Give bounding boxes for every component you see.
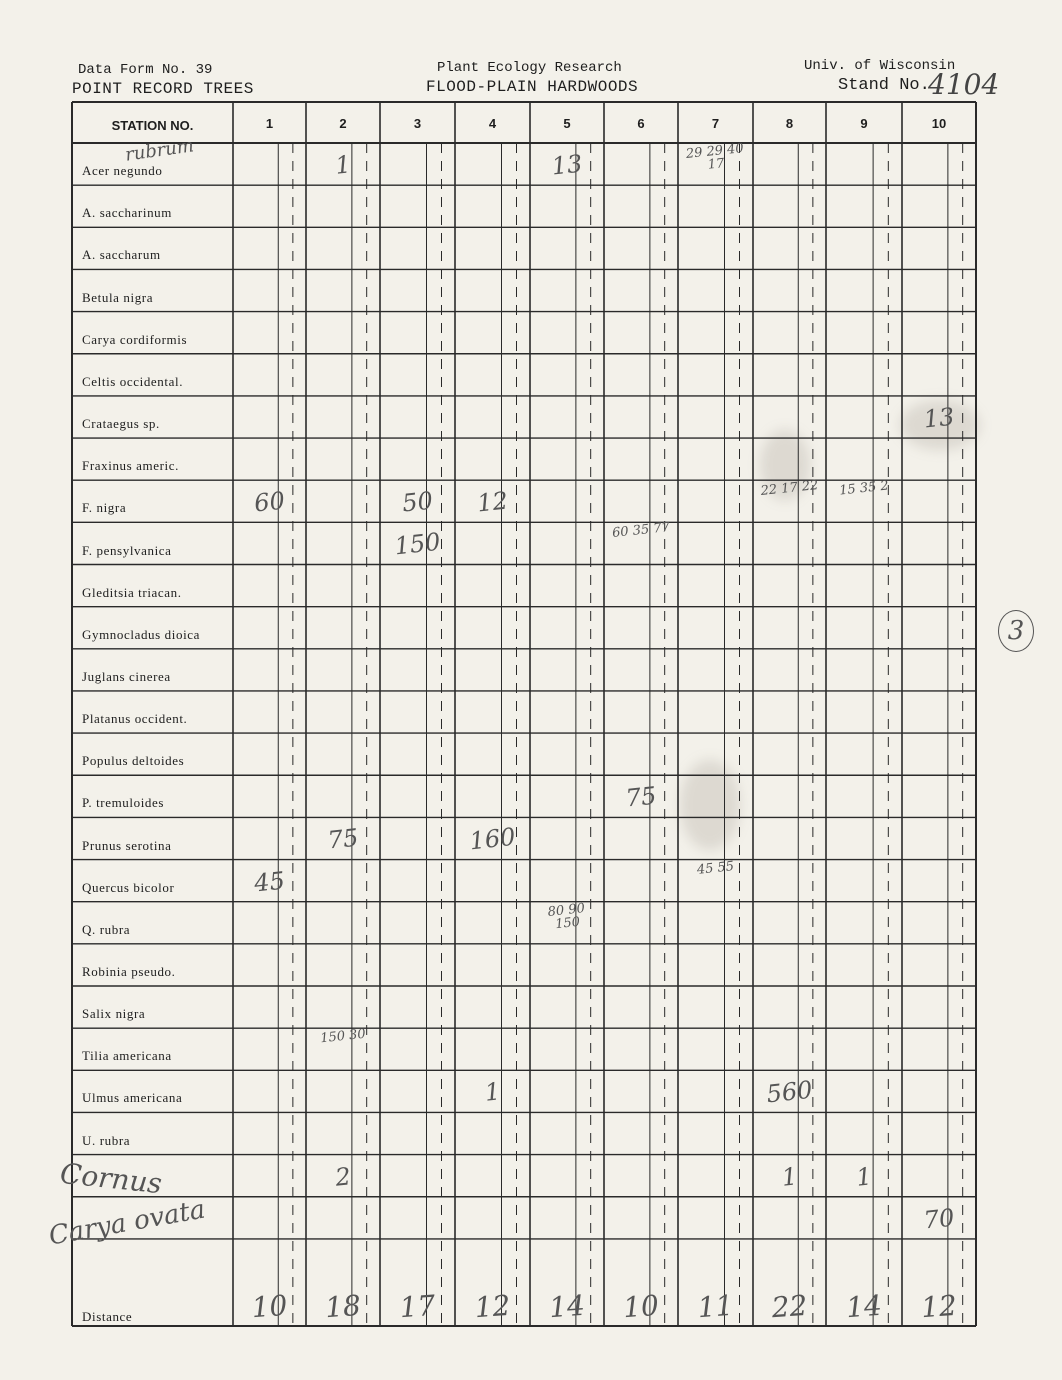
distance-value: 18 — [324, 1288, 362, 1325]
distance-value: 12 — [920, 1288, 958, 1325]
tree-entry: 45 — [252, 866, 287, 898]
extra-species-cornus: Cornus — [58, 1156, 164, 1201]
species-name: Platanus occident. — [82, 711, 188, 727]
species-name: A. saccharinum — [82, 205, 172, 221]
station-number: 10 — [931, 116, 947, 131]
acer-correction: rubrum — [123, 135, 196, 166]
species-name: Populus deltoides — [82, 753, 185, 769]
tree-entry: 75 — [326, 823, 360, 855]
tree-entry: 150 — [393, 528, 442, 561]
tree-entry: 560 — [765, 1075, 814, 1109]
species-name: Crataegus sp. — [82, 416, 160, 432]
species-name: Salix nigra — [82, 1006, 146, 1022]
species-name: F. pensylvanica — [82, 542, 172, 558]
station-number: 6 — [637, 116, 645, 131]
species-name: P. tremuloides — [82, 795, 165, 811]
species-name: Ulmus americana — [82, 1090, 183, 1106]
station-no-header: STATION NO. — [111, 118, 194, 133]
distance-value: 14 — [548, 1288, 586, 1325]
station-number: 4 — [488, 116, 497, 131]
stand-number-label: Stand No. — [838, 76, 930, 95]
species-name: Quercus bicolor — [82, 879, 175, 895]
tree-entry: 13 — [550, 149, 584, 181]
species-name: Q. rubra — [82, 921, 131, 937]
tree-entry: 160 — [468, 823, 517, 856]
species-name: Prunus serotina — [82, 837, 172, 853]
station-number: 3 — [413, 116, 422, 131]
tree-entry: 150 30 — [319, 1026, 367, 1047]
extra-species-carya-ovata: Carya ovata — [46, 1194, 208, 1252]
tree-entry: 70 — [922, 1203, 956, 1235]
station-number: 1 — [265, 116, 274, 131]
tree-entry: 60 35 77 — [611, 520, 671, 542]
tree-entry: 29 29 40 17 — [685, 141, 745, 173]
species-name: F. nigra — [82, 500, 127, 516]
distance-value: 10 — [622, 1288, 660, 1325]
tree-entry: 75 — [624, 781, 658, 813]
station-number: 2 — [339, 116, 347, 131]
species-name: Celtis occidental. — [82, 373, 184, 389]
species-name: Gymnocladus dioica — [82, 626, 201, 642]
tree-entry: 60 — [252, 486, 287, 518]
tree-entry: 2 — [333, 1161, 353, 1192]
distance-label: Distance — [82, 1309, 133, 1324]
station-number: 8 — [785, 116, 794, 131]
tree-entry: 50 — [400, 486, 435, 518]
species-name: Gleditsia triacan. — [82, 584, 182, 600]
form-number: Data Form No. 39 — [78, 62, 213, 78]
species-name: Fraxinus americ. — [82, 458, 179, 474]
tree-entry: 1 — [483, 1077, 502, 1108]
station-number: 5 — [563, 116, 571, 131]
species-name: Acer negundo — [82, 163, 163, 179]
tree-entry: 1 — [780, 1161, 799, 1192]
tree-entry: 15 35 2 — [838, 478, 890, 499]
tree-entry: 45 55 — [696, 858, 735, 878]
tree-entry: 22 17 22 — [759, 478, 820, 500]
organization: Plant Ecology Research — [437, 60, 622, 76]
species-name: Carya cordiformis — [82, 331, 188, 347]
page-mark: 3 — [998, 610, 1034, 652]
tree-entry: 80 90 150 — [547, 900, 586, 932]
tree-entry: 1 — [854, 1161, 874, 1192]
distance-value: 10 — [250, 1288, 289, 1325]
distance-value: 22 — [770, 1288, 809, 1325]
university-name: Univ. of Wisconsin — [804, 58, 956, 74]
form-title: POINT RECORD TREES — [72, 80, 254, 98]
distance-value: 12 — [473, 1288, 512, 1325]
distance-value: 14 — [845, 1288, 883, 1325]
station-number: 9 — [860, 116, 868, 131]
tree-entry: 1 — [333, 150, 353, 180]
species-name: Juglans cinerea — [82, 668, 171, 684]
forest-type-title: FLOOD-PLAIN HARDWOODS — [426, 78, 639, 96]
species-name: A. saccharum — [82, 247, 161, 263]
stand-number-value: 4104 — [928, 68, 1000, 101]
distance-value: 11 — [696, 1288, 735, 1325]
station-number: 7 — [711, 116, 720, 131]
distance-value: 17 — [398, 1288, 437, 1325]
tree-entry: 12 — [475, 486, 510, 518]
tree-entry: 13 — [922, 402, 956, 434]
species-name: U. rubra — [82, 1132, 131, 1148]
species-name: Tilia americana — [82, 1048, 172, 1064]
species-name: Betula nigra — [82, 289, 154, 305]
species-name: Robinia pseudo. — [82, 964, 176, 979]
